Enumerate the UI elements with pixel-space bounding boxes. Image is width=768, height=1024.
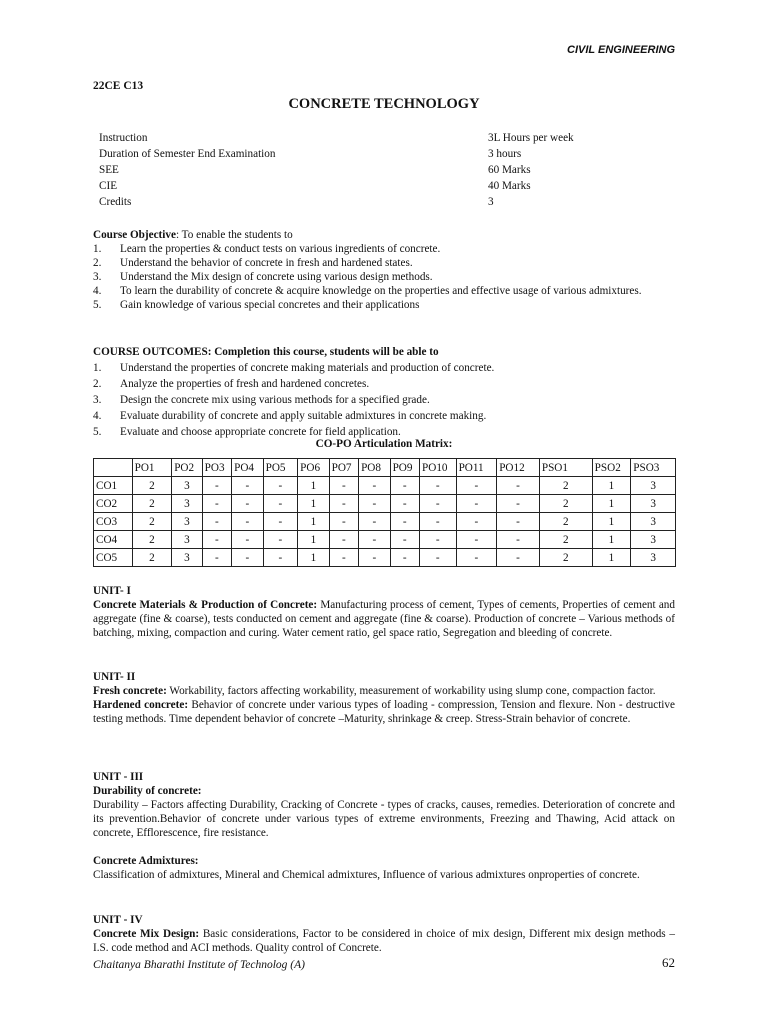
table-cell: - (359, 531, 390, 549)
table-cell: CO4 (94, 531, 133, 549)
info-value: 60 Marks (488, 164, 531, 176)
table-cell: 3 (172, 495, 202, 513)
info-label: CIE (99, 180, 118, 192)
info-row-duration (99, 146, 619, 162)
table-cell: 2 (132, 549, 172, 567)
concrete-admixtures-section (93, 854, 675, 882)
course-objectives (93, 228, 675, 312)
unit-paragraph: Classification of admixtures, Mineral and Chemical admixtures, Influence of various admixtures onproperties of concrete. (93, 869, 640, 881)
table-cell: 3 (172, 513, 202, 531)
table-cell: - (390, 513, 419, 531)
info-row-cie (99, 178, 619, 194)
table-cell: - (202, 477, 231, 495)
table-cell: - (390, 549, 419, 567)
info-label: Duration of Semester End Examination (99, 148, 276, 160)
table-cell: 3 (172, 531, 202, 549)
table-cell: - (456, 531, 497, 549)
table-cell: 1 (298, 513, 329, 531)
table-cell: 2 (132, 495, 172, 513)
matrix-title: CO-PO Articulation Matrix: (315, 438, 453, 450)
table-cell: 3 (631, 549, 676, 567)
table-header-cell: PO12 (497, 459, 540, 477)
table-cell: - (263, 531, 298, 549)
course-info-table (99, 130, 619, 210)
table-header-cell: PO11 (456, 459, 497, 477)
outcomes-heading: COURSE OUTCOMES: Completion this course, students will be able to (93, 346, 439, 358)
table-cell: 2 (132, 531, 172, 549)
table-cell: 1 (298, 549, 329, 567)
course-code: 22CE C13 (93, 80, 144, 92)
table-cell: CO1 (94, 477, 133, 495)
info-row-credits (99, 194, 619, 210)
table-cell: - (329, 531, 358, 549)
table-header-cell: PSO3 (631, 459, 676, 477)
table-cell: - (456, 495, 497, 513)
table-cell: - (232, 549, 263, 567)
list-item: 1. Learn the properties & conduct tests on various ingredients of concrete. (93, 243, 441, 255)
table-cell: - (202, 531, 231, 549)
info-row-see (99, 162, 619, 178)
table-cell: - (497, 513, 540, 531)
table-cell: - (232, 495, 263, 513)
table-header-cell (94, 459, 133, 477)
table-cell: - (456, 549, 497, 567)
unit-title: UNIT- II (93, 671, 136, 683)
table-cell: - (202, 495, 231, 513)
unit-title: UNIT - III (93, 771, 144, 783)
table-header-cell: PO4 (232, 459, 263, 477)
table-cell: - (202, 549, 231, 567)
info-label: SEE (99, 164, 119, 176)
list-item: 2. Analyze the properties of fresh and hardened concretes. (93, 378, 370, 390)
table-cell: 2 (132, 477, 172, 495)
unit-paragraph: Concrete Mix Design: Basic considerations, Factor to be considered in choice of mix design, Different mix design methods – I.S. code method and ACI methods. Quality control of Concrete. (93, 928, 675, 954)
list-item: 4. To learn the durability of concrete & acquire knowledge on the properties and effective usage of various admixtures. (93, 285, 642, 297)
table-cell: 1 (592, 531, 631, 549)
unit-paragraph: Hardened concrete: Behavior of concrete under various types of loading - compression, Tension and flexure. Non - destructive testing methods. Time dependent behavior of concrete –Maturity, shrinkage & creep. Stress-Strain behavior of concrete. (93, 699, 675, 725)
list-item: 3. Understand the Mix design of concrete using various design methods. (93, 271, 433, 283)
list-item: 3. Design the concrete mix using various methods for a specified grade. (93, 394, 430, 406)
table-header-cell: PO8 (359, 459, 390, 477)
unit-paragraph: Durability – Factors affecting Durability, Cracking of Concrete - types of cracks, causes, remedies. Deterioration of concrete and its prevention.Behavior of concrete under various types of extreme environments, Freezing and Thawing, Acid attack on concrete, Efflorescence, fire resistance. (93, 799, 675, 839)
table-cell: 2 (539, 495, 592, 513)
table-row (94, 495, 676, 513)
table-cell: - (359, 477, 390, 495)
table-cell: - (359, 495, 390, 513)
table-cell: 1 (298, 495, 329, 513)
table-cell: CO2 (94, 495, 133, 513)
table-cell: - (497, 477, 540, 495)
table-cell: 3 (631, 495, 676, 513)
table-header-cell: PO9 (390, 459, 419, 477)
table-cell: - (329, 495, 358, 513)
table-cell: - (263, 495, 298, 513)
co-po-matrix-table (93, 458, 676, 567)
table-row (94, 549, 676, 567)
table-cell: 2 (539, 513, 592, 531)
page-number: 62 (662, 955, 675, 970)
table-row (94, 477, 676, 495)
objectives-heading: Course Objective: To enable the students to (93, 229, 293, 241)
table-header-row (94, 459, 676, 477)
table-header-cell: PSO1 (539, 459, 592, 477)
info-label: Credits (99, 196, 132, 208)
table-cell: - (456, 477, 497, 495)
table-cell: 1 (592, 495, 631, 513)
info-label: Instruction (99, 132, 148, 144)
table-cell: 1 (592, 549, 631, 567)
table-header-cell: PO1 (132, 459, 172, 477)
table-cell: 3 (631, 531, 676, 549)
unit-paragraph: Durability of concrete: (93, 785, 202, 797)
table-cell: - (329, 477, 358, 495)
table-cell: - (329, 549, 358, 567)
unit-title: UNIT - IV (93, 914, 143, 926)
info-value: 3L Hours per week (488, 132, 574, 144)
table-header-cell: PO10 (420, 459, 457, 477)
table-cell: CO3 (94, 513, 133, 531)
department-header: CIVIL ENGINEERING (567, 44, 675, 56)
table-cell: - (359, 513, 390, 531)
table-header-cell: PO2 (172, 459, 202, 477)
table-cell: - (420, 549, 457, 567)
table-row (94, 531, 676, 549)
table-cell: - (202, 513, 231, 531)
table-cell: 2 (539, 531, 592, 549)
table-cell: - (456, 513, 497, 531)
list-item: 5. Evaluate and choose appropriate concrete for field application. (93, 426, 401, 438)
table-cell: - (420, 513, 457, 531)
footer-institute: Chaitanya Bharathi Institute of Technolog (A) (93, 959, 305, 971)
table-cell: 3 (631, 513, 676, 531)
unit-paragraph: Concrete Admixtures: (93, 855, 199, 867)
table-cell: - (497, 549, 540, 567)
table-cell: CO5 (94, 549, 133, 567)
table-cell: 1 (298, 477, 329, 495)
table-cell: 1 (592, 513, 631, 531)
table-cell: 2 (132, 513, 172, 531)
table-cell: - (420, 495, 457, 513)
table-header-cell: PSO2 (592, 459, 631, 477)
unit-3 (93, 770, 675, 840)
table-cell: 3 (631, 477, 676, 495)
table-header-cell: PO7 (329, 459, 358, 477)
table-cell: - (420, 477, 457, 495)
unit-paragraph: Fresh concrete: Workability, factors affecting workability, measurement of workability using slump cone, compaction factor. (93, 685, 656, 697)
table-cell: - (232, 531, 263, 549)
table-cell: - (390, 495, 419, 513)
info-row-instruction (99, 130, 619, 146)
table-row (94, 513, 676, 531)
table-cell: - (390, 531, 419, 549)
table-cell: 2 (539, 477, 592, 495)
info-value: 40 Marks (488, 180, 531, 192)
table-cell: - (359, 549, 390, 567)
table-cell: 3 (172, 549, 202, 567)
unit-2 (93, 670, 675, 726)
table-cell: - (420, 531, 457, 549)
table-header-cell: PO6 (298, 459, 329, 477)
list-item: 2. Understand the behavior of concrete in fresh and hardened states. (93, 257, 413, 269)
table-cell: - (232, 513, 263, 531)
table-cell: 3 (172, 477, 202, 495)
course-title: CONCRETE TECHNOLOGY (288, 96, 480, 112)
table-header-cell: PO5 (263, 459, 298, 477)
info-value: 3 (488, 196, 494, 208)
table-cell: - (497, 531, 540, 549)
info-value: 3 hours (488, 148, 522, 160)
list-item: 1. Understand the properties of concrete making materials and production of concrete. (93, 362, 495, 374)
table-cell: 2 (539, 549, 592, 567)
unit-1 (93, 584, 675, 640)
unit-4 (93, 913, 675, 955)
unit-paragraph: Concrete Materials & Production of Concrete: Manufacturing process of cement, Types of cements, Properties of cement and aggregate (fine & coarse), tests conducted on cement and aggregate (fine & coarse). Production of concrete – Various methods of batching, mixing, compaction and curing. Water cement ratio, gel space ratio, Segregation and bleeding of concrete. (93, 599, 675, 639)
table-cell: 1 (298, 531, 329, 549)
list-item: 4. Evaluate durability of concrete and apply suitable admixtures in concrete making. (93, 410, 487, 422)
list-item: 5. Gain knowledge of various special concretes and their applications (93, 299, 420, 311)
table-header-cell: PO3 (202, 459, 231, 477)
table-cell: - (263, 549, 298, 567)
unit-title: UNIT- I (93, 585, 131, 597)
table-cell: - (497, 495, 540, 513)
course-outcomes (93, 344, 675, 440)
table-cell: - (232, 477, 263, 495)
table-cell: 1 (592, 477, 631, 495)
table-cell: - (263, 477, 298, 495)
table-cell: - (263, 513, 298, 531)
table-cell: - (329, 513, 358, 531)
table-cell: - (390, 477, 419, 495)
